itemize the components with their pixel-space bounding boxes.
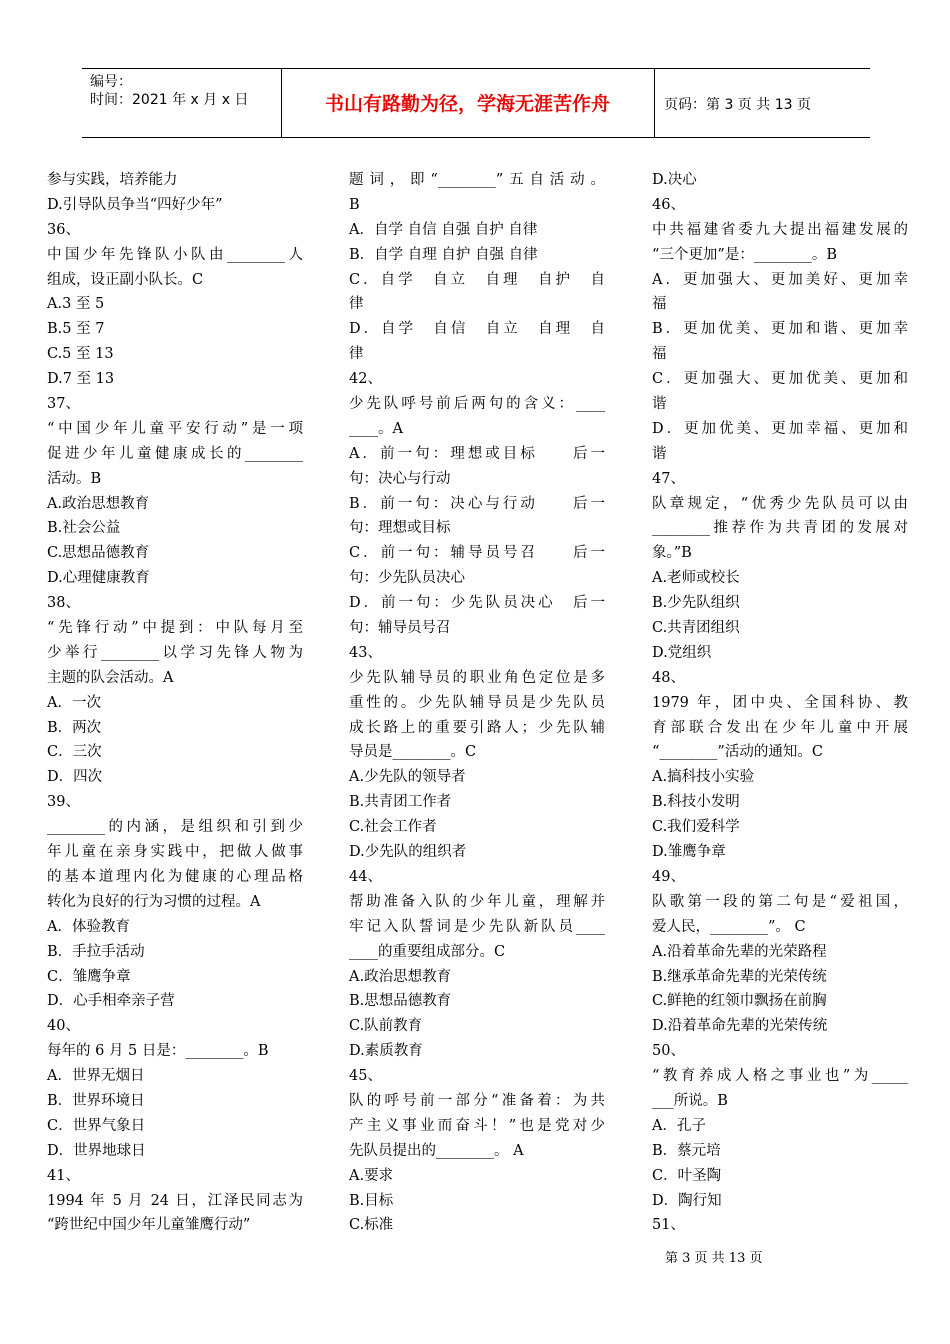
text-line: 少先队辅导员的职业角色定位是多 (349, 669, 605, 686)
header-right-cell (654, 69, 870, 137)
text-line: D．四次 (47, 769, 103, 786)
text-line: A.搞科技小实验 (652, 769, 755, 786)
text-line: A.少先队的领导者 (349, 769, 466, 786)
text-line: C．叶圣陶 (652, 1167, 722, 1184)
text-line: B.继承革命先辈的光荣传统 (652, 968, 827, 985)
text-line: 37、 (47, 396, 80, 413)
text-line: 47、 (652, 470, 685, 487)
text-line: D．更加优美、更加幸福、更加和 (652, 420, 908, 437)
text-line: “三个更加”是：________。B (652, 246, 837, 263)
text-line: C.思想品德教育 (47, 545, 150, 562)
text-line: 组成，设正副小队长。C (47, 271, 204, 288)
document-time-label: 时间：2021 年 x 月 x 日 (90, 92, 249, 108)
text-line: C．自学 自立 自理 自护 自 (349, 271, 605, 288)
text-line: B.思想品德教育 (349, 993, 452, 1010)
text-line: A．一次 (47, 694, 101, 711)
text-line: 爱人民，________”。 C (652, 918, 806, 935)
text-line: C．世界气象日 (47, 1117, 146, 1134)
text-line: 队章规定，“优秀少先队员可以由 (652, 495, 908, 512)
text-line: B．前一句：决心与行动 后一 (349, 495, 605, 512)
text-line: 律 (349, 296, 364, 313)
text-line: B．蔡元培 (652, 1142, 721, 1159)
text-line: 48、 (652, 669, 685, 686)
text-line: ________推荐作为共青团的发展对 (652, 520, 908, 537)
text-line: “跨世纪中国少年儿童雏鹰行动” (47, 1217, 251, 1234)
text-line: B.共青团工作者 (349, 794, 452, 811)
text-line: 38、 (47, 595, 80, 612)
text-line: D.决心 (652, 172, 697, 188)
text-line: C．更加强大、更加优美、更加和 (652, 371, 908, 388)
text-line: B．自学 自理 自护 自强 自律 (349, 246, 538, 263)
text-line: 44、 (349, 868, 382, 885)
text-line: ___所说。B (652, 1092, 728, 1109)
text-line: D．心手相牵亲子营 (47, 993, 175, 1010)
text-line: B.目标 (349, 1192, 394, 1209)
text-line: 36、 (47, 221, 80, 238)
text-line: C.共青团组织 (652, 620, 740, 637)
text-column-2 (349, 168, 605, 1238)
text-line: D.心理健康教育 (47, 570, 150, 587)
text-column-1 (47, 168, 303, 1238)
text-line: B.少先队组织 (652, 595, 740, 612)
text-line: 题词，即“________”五自活动。 (349, 172, 605, 188)
header-left-cell (82, 69, 282, 137)
text-line: 的基本道理内化为健康的心理品格 (47, 868, 303, 885)
text-line: 50、 (652, 1043, 685, 1060)
text-line: 年儿童在亲身实践中，把做人做事 (47, 844, 303, 861)
text-line: A.老师或校长 (652, 570, 740, 587)
text-line: 帮助准备入队的少年儿童，理解并 (349, 893, 605, 910)
text-line: 谐 (652, 396, 667, 413)
text-line: 42、 (349, 371, 382, 388)
text-line: 转化为良好的行为习惯的过程。A (47, 893, 261, 910)
text-line: 40、 (47, 1018, 80, 1035)
text-line: “________”活动的通知。C (652, 744, 823, 761)
text-line: D.党组织 (652, 644, 712, 661)
text-line: A．自学 自信 自强 自护 自律 (349, 221, 538, 238)
text-line: 句：少先队员决心 (349, 570, 465, 587)
text-line: A.3 至 5 (47, 296, 105, 313)
text-line: 谐 (652, 445, 667, 462)
text-line: A．孔子 (652, 1117, 706, 1134)
text-line: B．更加优美、更加和谐、更加幸 (652, 321, 908, 338)
text-line: ____。A (349, 420, 403, 437)
text-line: 41、 (47, 1167, 80, 1184)
text-line: A．世界无烟日 (47, 1068, 145, 1085)
text-line: “中国少年儿童平安行动”是一项 (47, 420, 303, 437)
text-line: 51、 (652, 1217, 685, 1234)
text-line: 每年的 6 月 5 日是：________。B (47, 1043, 269, 1060)
text-line: 45、 (349, 1068, 382, 1085)
text-line: 牢记入队誓词是少先队新队员____ (349, 918, 605, 935)
text-line: 产主义事业而奋斗！”也是党对少 (349, 1117, 605, 1134)
text-line: B (349, 196, 360, 213)
text-line: 成长路上的重要引路人；少先队辅 (349, 719, 605, 736)
text-line: C.队前教育 (349, 1018, 423, 1035)
text-line: C.我们爱科学 (652, 819, 740, 836)
text-line: A．前一句：理想或目标 后一 (349, 445, 605, 462)
text-line: C.社会工作者 (349, 819, 437, 836)
text-line: A．更加强大、更加美好、更加幸 (652, 271, 908, 288)
text-line: A.沿着革命先辈的光荣路程 (652, 943, 827, 960)
header-motto: 书山有路勤为径，学海无涯苦作舟 (324, 93, 610, 115)
text-line: D.雏鹰争章 (652, 844, 726, 861)
text-line: A.政治思想教育 (47, 495, 150, 512)
text-line: 促进少年儿童健康成长的________ (47, 445, 303, 462)
text-line: C.鲜艳的红领巾飘扬在前胸 (652, 993, 827, 1010)
header-page-number: 页码：第 3 页 共 13 页 (664, 97, 811, 113)
text-line: B.5 至 7 (47, 321, 105, 338)
text-line: 1994 年 5 月 24 日，江泽民同志为 (47, 1192, 303, 1209)
text-line: C．雏鹰争章 (47, 968, 131, 985)
text-line: 中国少年先锋队小队由________人 (47, 246, 303, 263)
text-line: ____的重要组成部分。C (349, 943, 506, 960)
text-line: 49、 (652, 868, 685, 885)
text-line: 句：决心与行动 (349, 470, 451, 487)
text-line: D．陶行知 (652, 1192, 722, 1209)
text-line: D.少先队的组织者 (349, 844, 467, 861)
page-footer: 第 3 页 共 13 页 (665, 1251, 763, 1266)
text-line: C．前一句：辅导员号召 后一 (349, 545, 605, 562)
text-line: B．手拉手活动 (47, 943, 145, 960)
text-line: A.要求 (349, 1167, 394, 1184)
text-line: 43、 (349, 644, 382, 661)
text-line: 参与实践，培养能力 (47, 172, 178, 188)
text-line: 象。”B (652, 545, 692, 562)
text-line: 队歌第一段的第二句是“爱祖国， (652, 893, 908, 910)
text-line: “先锋行动”中提到：中队每月至 (47, 620, 303, 637)
text-line: C.5 至 13 (47, 346, 114, 363)
text-line: B．两次 (47, 719, 102, 736)
text-line: D.沿着革命先辈的光荣传统 (652, 1018, 828, 1035)
text-line: 1979 年，团中央、全国科协、教 (652, 694, 908, 711)
text-line: D.素质教育 (349, 1043, 423, 1060)
text-line: 句：理想或目标 (349, 520, 451, 537)
text-line: 少举行________以学习先锋人物为 (47, 644, 303, 661)
text-line: 中共福建省委九大提出福建发展的 (652, 221, 908, 238)
text-line: D．自学 自信 自立 自理 自 (349, 321, 605, 338)
text-line: 少先队呼号前后两句的含义：____ (349, 396, 605, 413)
text-line: A．体验教育 (47, 918, 130, 935)
text-line: 重性的。少先队辅导员是少先队员 (349, 694, 605, 711)
text-line: 39、 (47, 794, 80, 811)
text-line: D.7 至 13 (47, 371, 115, 388)
text-line: 先队员提出的________。 A (349, 1142, 524, 1159)
text-line: 队的呼号前一部分“准备着：为共 (349, 1092, 605, 1109)
text-line: 福 (652, 346, 667, 363)
text-line: B．世界环境日 (47, 1092, 145, 1109)
text-line: 句：辅导员号召 (349, 620, 451, 637)
text-line: 律 (349, 346, 364, 363)
text-line: 育部联合发出在少年儿童中开展 (652, 719, 908, 736)
text-line: 活动。B (47, 470, 102, 487)
text-line: B.社会公益 (47, 520, 121, 537)
text-line: 福 (652, 296, 667, 313)
page-header (82, 68, 870, 138)
text-line: C．三次 (47, 744, 102, 761)
text-line: C.标准 (349, 1217, 394, 1234)
text-line: 导员是________。C (349, 744, 477, 761)
text-line: “教育养成人格之事业也”为_____ (652, 1068, 908, 1085)
text-line: 主题的队会活动。A (47, 669, 174, 686)
text-line: D.引导队员争当“四好少年” (47, 196, 223, 213)
header-middle-cell (281, 69, 655, 137)
text-column-3 (652, 168, 908, 1238)
text-line: D．前一句：少先队员决心 后一 (349, 595, 605, 612)
text-line: B.科技小发明 (652, 794, 740, 811)
document-number-label: 编号： (90, 74, 132, 90)
text-line: A.政治思想教育 (349, 968, 452, 985)
text-line: D．世界地球日 (47, 1142, 146, 1159)
text-line: ________的内涵，是组织和引到少 (47, 819, 303, 836)
text-line: 46、 (652, 196, 685, 213)
